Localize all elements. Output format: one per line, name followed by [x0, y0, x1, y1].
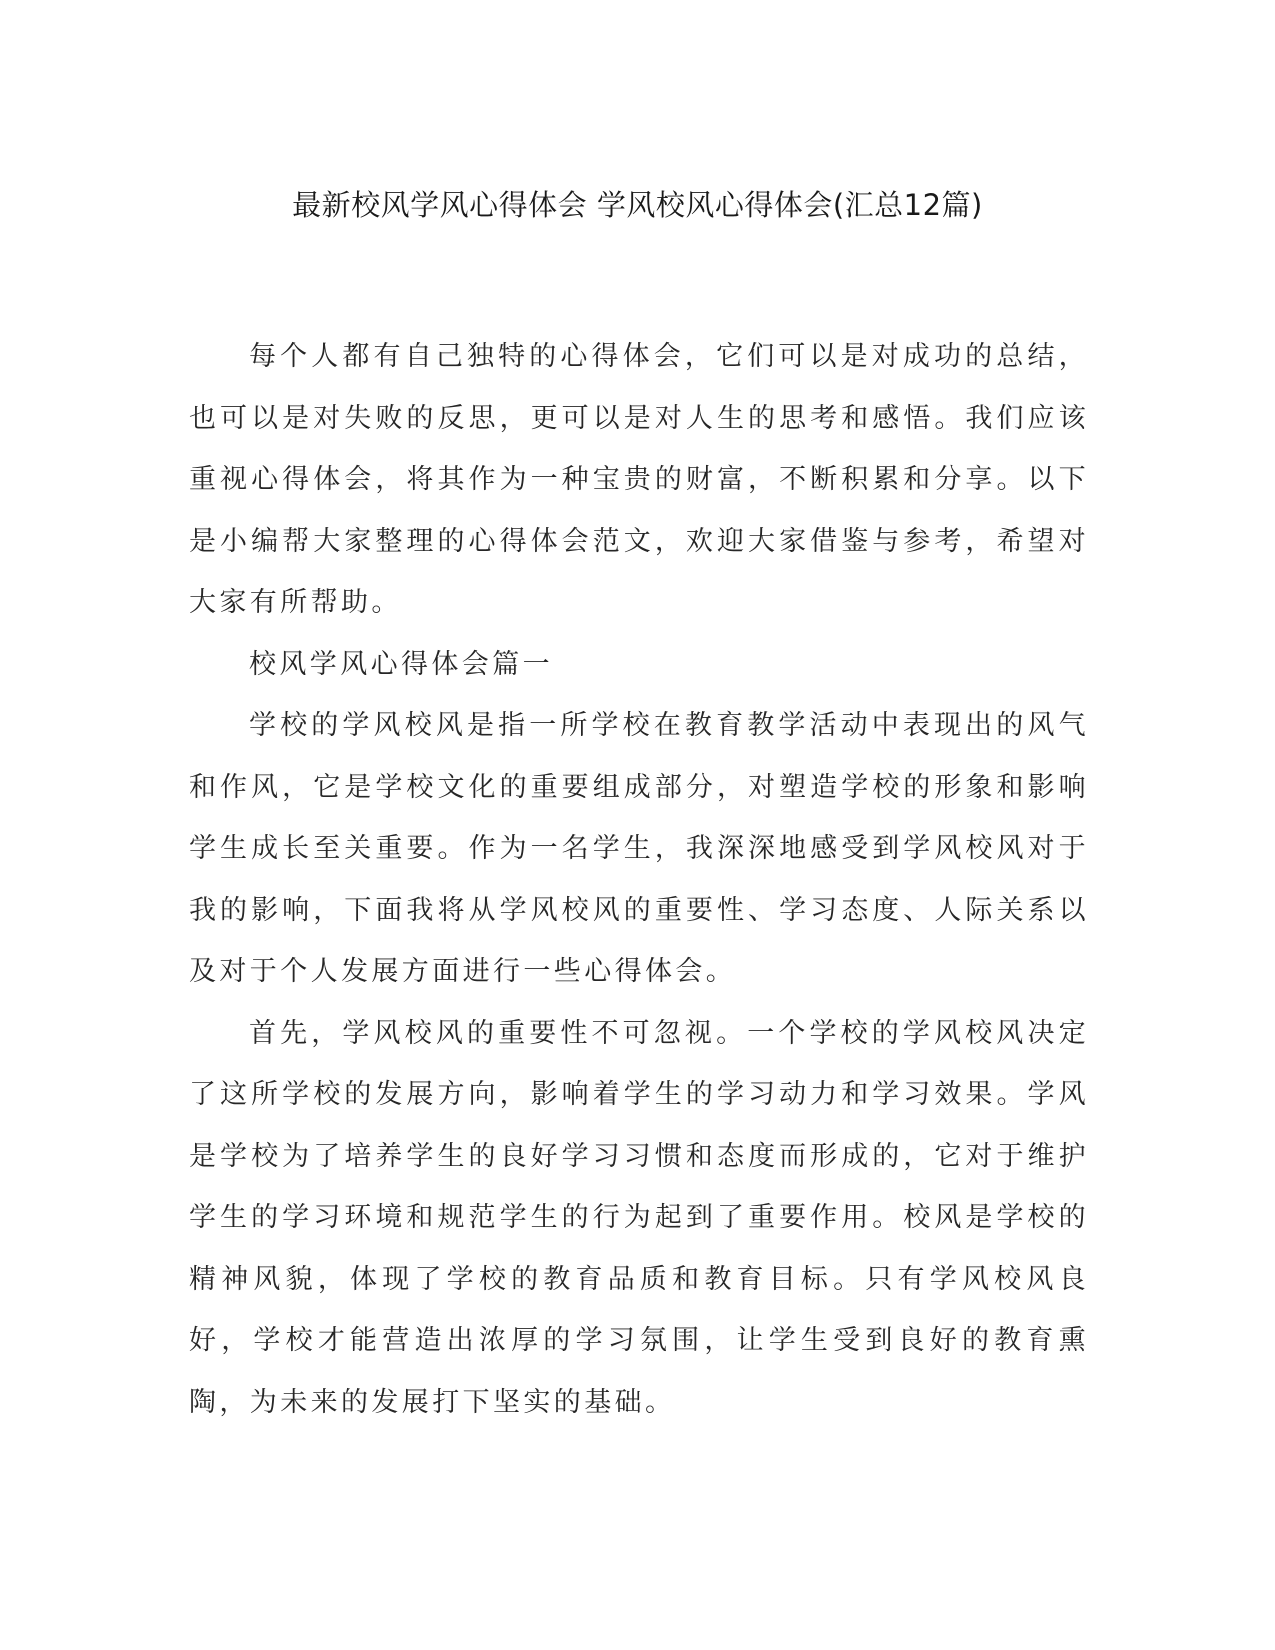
document-title: 最新校风学风心得体会 学风校风心得体会(汇总12篇): [292, 188, 983, 222]
body-paragraph-1: 学校的学风校风是指一所学校在教育教学活动中表现出的风气和作风，它是学校文化的重要组成部分，对塑造学校的形象和影响学生成长至关重要。作为一名学生，我深深地感受到学风校风对于我的影响，下面我将从学风校风的重要性、学习态度、人际关系以及对于个人发展方面进行一些心得体会。: [189, 710, 1089, 987]
section-heading: 校风学风心得体会篇一: [249, 648, 553, 680]
body-paragraph-2: 首先，学风校风的重要性不可忽视。一个学校的学风校风决定了这所学校的发展方向，影响着学生的学习动力和学习效果。学风是学校为了培养学生的良好学习习惯和态度而形成的，它对于维护学生的学习环境和规范学生的行为起到了重要作用。校风是学校的精神风貌，体现了学校的教育品质和教育目标。只有学风校风良好，学校才能营造出浓厚的学习氛围，让学生受到良好的教育熏陶，为未来的发展打下坚实的基础。: [189, 1017, 1089, 1418]
document-body: [189, 326, 1089, 1433]
intro-paragraph: 每个人都有自己独特的心得体会，它们可以是对成功的总结，也可以是对失败的反思，更可以是对人生的思考和感悟。我们应该重视心得体会，将其作为一种宝贵的财富，不断积累和分享。以下是小编帮大家整理的心得体会范文，欢迎大家借鉴与参考，希望对大家有所帮助。: [189, 341, 1089, 618]
